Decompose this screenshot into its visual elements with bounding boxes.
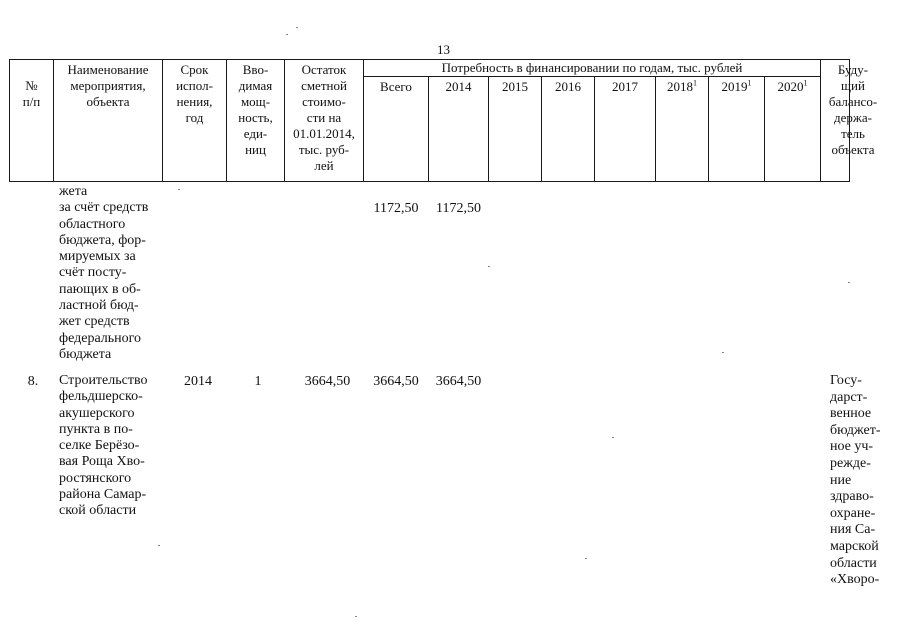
header-remainder: Остаток сметной стоимо- сти на 01.01.2014, тыс. руб- лей (293, 62, 355, 173)
header-term: Срок испол- нения, год (176, 62, 213, 125)
row-term: 2014 (184, 374, 212, 389)
row-total: 1172,50 (373, 201, 419, 216)
scan-speck (355, 616, 357, 617)
row-future-holder: Госу- дарст- венное бюджет- ное уч- режде- ние здраво- охране- ния Са- марской области «Хворо- (830, 373, 881, 588)
header-year-2019 (709, 79, 764, 95)
header-year-2015: 2015 (502, 79, 528, 94)
subheader-border (363, 76, 820, 77)
scan-speck (848, 282, 850, 283)
header-number: № п/п (22, 78, 41, 109)
scan-speck (158, 545, 160, 546)
header-year-2014: 2014 (445, 79, 472, 94)
row-year-2014: 1172,50 (436, 201, 481, 216)
header-total: Всего (380, 79, 412, 94)
footnote-mark: 1 (803, 78, 808, 88)
footnote-mark: 1 (693, 78, 697, 88)
header-future-holder: Буду- щий балансо- держа- тель объекта (828, 62, 878, 157)
year-label: 2019 (721, 79, 748, 94)
header-year-2018 (656, 79, 708, 95)
row-number: 8. (27, 374, 39, 389)
scan-speck (585, 558, 587, 559)
row-capacity: 1 (254, 374, 262, 389)
col-border (363, 59, 364, 182)
header-year-2020 (765, 79, 820, 95)
header-financing-need: Потребность в финансировании по годам, тыс. рублей (441, 60, 743, 75)
row-remainder: 3664,50 (304, 374, 351, 389)
scan-speck (722, 352, 724, 353)
row-total: 3664,50 (373, 374, 419, 389)
row-name: жета за счёт средств областного бюджета, фор- мируемых за счёт посту- пающих в об- ластной бюд- жет средств федерального бюджета (59, 184, 149, 362)
header-year-2017: 2017 (612, 79, 638, 94)
header-year-2016: 2016 (555, 79, 581, 94)
year-label: 2020 (777, 79, 804, 94)
scan-speck (296, 27, 298, 28)
scan-speck (178, 189, 180, 190)
page-number: 13 (437, 42, 450, 57)
header-bottom-border (9, 181, 849, 182)
scan-speck (286, 34, 288, 35)
row-year-2014: 3664,50 (435, 374, 482, 389)
header-capacity: Вво- димая мощ- ность, еди- ниц (238, 62, 273, 157)
scan-speck (488, 266, 490, 267)
year-label: 2018 (667, 79, 693, 94)
row-name: Строительство фельдшерско- акушерского пункта в по- селке Берёзо- вая Роща Хво- ростянского района Самар- ской области (59, 373, 148, 519)
footnote-mark: 1 (747, 78, 752, 88)
header-name: Наименование мероприятия, объекта (67, 62, 149, 109)
scan-speck (612, 437, 614, 438)
